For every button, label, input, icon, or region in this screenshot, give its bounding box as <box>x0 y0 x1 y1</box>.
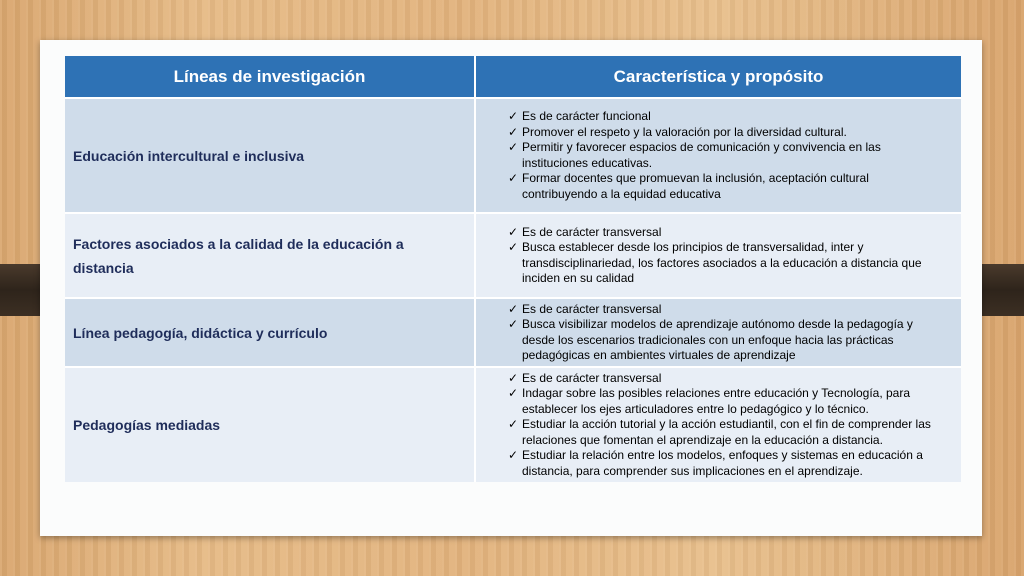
list-item-text: Promover el respeto y la valoración por la diversidad cultural. <box>522 124 847 139</box>
check-icon: ✓ <box>508 386 519 401</box>
table-row <box>65 298 961 367</box>
list-item <box>508 371 943 387</box>
check-icon: ✓ <box>508 224 519 239</box>
list-item-text: Es de carácter funcional <box>522 109 651 123</box>
list-item-text: Busca visibilizar modelos de aprendizaje autónomo desde la pedagogía y desde los escenarios tradicionales con un enfoque hacia las prácticas pedagógicas en ambientes virtuales de aprendizaje <box>522 317 913 362</box>
research-line-name: Línea pedagogía, didáctica y currículo <box>65 298 475 367</box>
table-row <box>65 98 961 213</box>
check-icon: ✓ <box>508 301 519 316</box>
check-icon: ✓ <box>508 317 519 331</box>
slide-card <box>40 40 982 536</box>
list-item <box>508 448 943 479</box>
list-item-text: Es de carácter transversal <box>522 224 662 239</box>
list-item-text: Permitir y favorecer espacios de comunicación y convivencia en las instituciones educativas. <box>522 140 881 170</box>
list-item <box>508 109 943 125</box>
research-line-name: Factores asociados a la calidad de la educación a distancia <box>65 213 475 298</box>
check-icon: ✓ <box>508 448 519 463</box>
characteristics-cell <box>475 98 961 213</box>
characteristics-list <box>484 109 953 202</box>
list-item-text: Indagar sobre las posibles relaciones entre educación y Tecnología, para establecer los ejes articuladores entre lo pedagógico y lo técnico. <box>522 386 911 416</box>
header-research-lines: Líneas de investigación <box>65 56 475 98</box>
table-row <box>65 213 961 298</box>
list-item <box>508 171 943 202</box>
check-icon: ✓ <box>508 124 519 139</box>
characteristics-list <box>484 371 953 480</box>
list-item-text: Busca establecer desde los principios de transversalidad, inter y transdisciplinariedad, los factores asociados a la educación a distancia que inciden en su calidad <box>522 240 922 285</box>
characteristics-list <box>484 302 953 364</box>
list-item <box>508 302 943 318</box>
list-item <box>508 140 943 171</box>
check-icon: ✓ <box>508 417 519 432</box>
check-icon: ✓ <box>508 109 519 123</box>
list-item <box>508 225 943 241</box>
table-row <box>65 367 961 482</box>
list-item <box>508 417 943 448</box>
characteristics-cell <box>475 213 961 298</box>
characteristics-cell <box>475 367 961 482</box>
decorative-band-left <box>0 264 44 316</box>
characteristics-list <box>484 225 953 287</box>
check-icon: ✓ <box>508 140 519 154</box>
list-item-text: Es de carácter transversal <box>522 301 662 316</box>
list-item <box>508 125 943 141</box>
list-item <box>508 240 943 287</box>
list-item-text: Formar docentes que promuevan la inclusión, aceptación cultural contribuyendo a la equidad educativa <box>522 171 869 201</box>
list-item-text: Estudiar la relación entre los modelos, enfoques y sistemas en educación a distancia, para comprender sus implicaciones en el aprendizaje. <box>522 448 923 478</box>
research-line-name: Pedagogías mediadas <box>65 367 475 482</box>
table-header-row <box>65 56 961 98</box>
characteristics-cell <box>475 298 961 367</box>
research-lines-table <box>65 56 961 482</box>
list-item-text: Estudiar la acción tutorial y la acción estudiantil, con el fin de comprender las relaciones que fomentan el aprendizaje en la educación a distancia. <box>522 417 931 447</box>
list-item-text: Es de carácter transversal <box>522 370 662 385</box>
check-icon: ✓ <box>508 240 519 254</box>
list-item <box>508 386 943 417</box>
check-icon: ✓ <box>508 171 519 185</box>
check-icon: ✓ <box>508 370 519 385</box>
header-characteristic-purpose: Característica y propósito <box>475 56 961 98</box>
list-item <box>508 317 943 364</box>
research-line-name: Educación intercultural e inclusiva <box>65 98 475 213</box>
